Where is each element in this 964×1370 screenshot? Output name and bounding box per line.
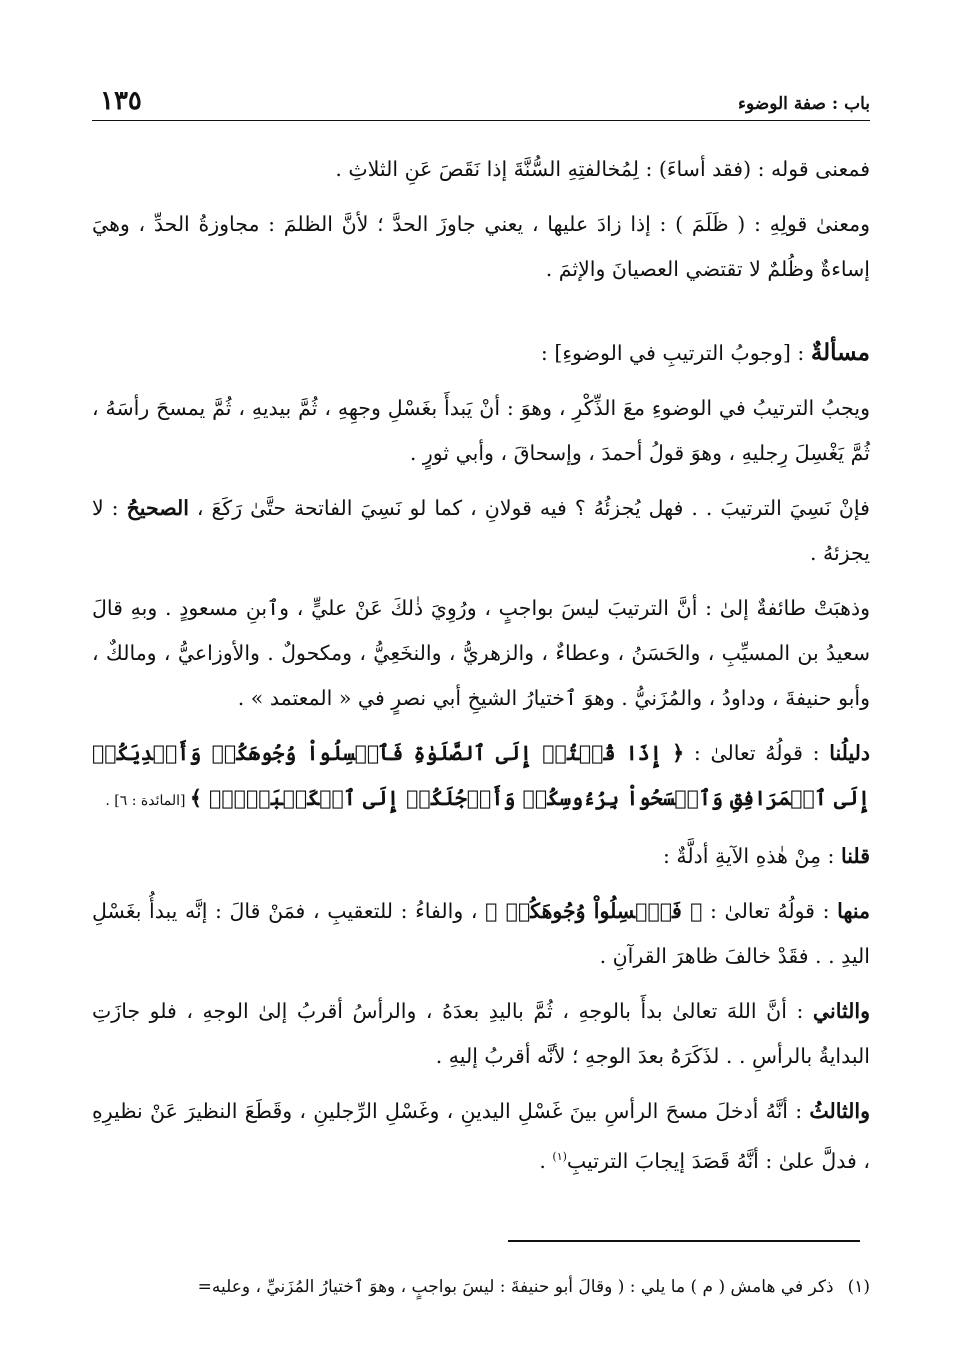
footnote-marker: (١) (552, 1150, 567, 1163)
paragraph-dissenting-view: وذهبَتْ طائفةٌ إلىٰ : أنَّ الترتيبَ ليسَ بواجبٍ ، ورُوِيَ ذٰلكَ عَنْ عليٍّ ، وٱبنِ مسعودٍ . وبهِ قالَ سعيدُ بن المسيِّبِ ، والحَسَنُ ، وعطاءٌ ، والزهريُّ ، والنخَعِيُّ ، ومكحولٌ . والأوزاعيُّ ، ومالكٌ ، وأبو حنيفةَ ، وداودُ ، والمُزَنيُّ . وهوَ ٱختيارُ الشيخِ أبي نصرٍ في « المعتمد » . (92, 596, 870, 710)
second-proof-label: والثاني (812, 999, 870, 1023)
book-page (92, 80, 870, 1340)
masala-label: مسألةٌ (810, 339, 870, 366)
third-proof-label: والثالثُ (809, 1099, 870, 1123)
masala-heading (92, 330, 870, 376)
chapter-title: باب : صفة الوضوء (738, 94, 870, 114)
sahih-text: : لا يجزئهُ . (92, 496, 870, 565)
section-gap (92, 302, 870, 330)
paragraph-meaning-zalama: ومعنىٰ قولِهِ : ( ظَلَمَ ) : إذا زادَ عليها ، يعني جاوزَ الحدَّ ؛ لأنَّ الظلمَ : مجاوزةُ الحدِّ ، وهيَ إساءةٌ وظُلمٌ لا تقتضي العصيانَ والإثمَ . (92, 212, 870, 281)
footnote-number: (١) (847, 1277, 870, 1297)
paragraph-tartib-obligation: ويجبُ الترتيبُ في الوضوءِ معَ الذِّكْرِ ، وهوَ : أنْ يَبدأَ بغَسْلِ وجهِهِ ، ثُمَّ بيديهِ ، ثُمَّ يمسحَ رأسَهُ ، ثُمَّ يَغْسِلَ رِجليهِ ، وهوَ قولُ أحمدَ ، وإسحاقَ ، وأبي ثورٍ . (92, 396, 870, 465)
verse-reference: [المائدة : ٦] . (105, 793, 190, 809)
we-say-text: : مِنْ هٰذهِ الآيةِ أدلَّةٌ : (663, 844, 841, 868)
paragraph-we-say (92, 834, 870, 879)
quran-verse: ﴿ إِذَا قُمۡتُمۡ إِلَى ٱلصَّلَوٰةِ فَٱغۡسِلُواْ وُجُوهَكُمۡ وَأَيۡدِيَكُمۡ إِلَى ٱلۡمَرَافِقِ وَٱمۡسَحُواْ بِرُءُوسِكُمۡ وَأَرۡجُلَكُمۡ إِلَى ٱلۡكَعۡبَيۡنِۚ ﴾ (92, 741, 870, 810)
footnote-text: ذكر في هامش ( م ) ما يلي : ( وقالَ أبو حنيفةَ : ليسَ بواجبٍ ، وهوَ ٱختيارُ المُزَنيِّ ، وعليه= (197, 1277, 834, 1297)
quran-phrase: ﴿ فَٱغۡسِلُواْ وُجُوهَكُمۡ ﴾ (485, 899, 703, 923)
page-body (92, 147, 870, 1184)
footnote-divider (508, 1240, 860, 1242)
masala-title: : [وجوبُ الترتيبِ في الوضوءِ] : (540, 341, 811, 365)
first-proof-rest: ، والفاءُ : للتعقيبِ ، فمَنْ قالَ : إنَّه يبدأُ بغَسْلِ اليدِ . . فقَدْ خالفَ ظاهرَ القرآنِ . (92, 899, 870, 968)
evidence-label: دليلُنا (829, 741, 870, 765)
sahih-label: الصحيحُ (126, 496, 189, 520)
paragraph-second-proof (92, 989, 870, 1079)
paragraph-forgetting-order (92, 486, 870, 576)
third-proof-end: . (539, 1148, 553, 1173)
third-proof-text: : أنَّهُ أدخلَ مسحَ الرأسِ بينَ غَسْلِ اليدينِ ، وغَسْلِ الرِّجلينِ ، وقَطَعَ النظيرَ عَنْ نظيرِهِ ، فدلَّ علىٰ : أنَّهُ قَصَدَ إيجابَ الترتيبِ (92, 1099, 870, 1173)
evidence-text: : قولُهُ تعالىٰ : (684, 741, 830, 765)
we-say-label: قلنا (840, 844, 870, 868)
paragraph-evidence (92, 731, 870, 824)
second-proof-text: : أنَّ اللهَ تعالىٰ بدأَ بالوجهِ ، ثُمَّ باليدِ بعدَهُ ، والرأسُ أقربُ إلىٰ الوجهِ ، فلو جازَتِ البدايةُ بالرأسِ . . لذَكَرَهُ بعدَ الوجهِ ؛ لأنَّه أقربُ إليهِ . (92, 999, 870, 1068)
paragraph-third-proof (92, 1089, 870, 1184)
first-proof-label: منها (837, 899, 870, 923)
paragraph-meaning-asaa: فمعنى قوله : (فقد أساءَ) : لِمُخالفتِهِ السُّنَّةَ إذا نَقَصَ عَنِ الثلاثِ . (335, 157, 870, 181)
page-header (92, 80, 870, 121)
first-proof-text: : قولُهُ تعالىٰ : (702, 899, 838, 923)
page-number: ١٣٥ (100, 86, 142, 116)
footnote (92, 1276, 870, 1297)
paragraph-first-proof (92, 889, 870, 979)
forgetting-text: فإنْ نَسِيَ الترتيبَ . . فهل يُجزئُهُ ؟ فيه قولانِ ، كما لو نَسِيَ الفاتحة حتَّىٰ رَكَعَ ، (196, 496, 870, 520)
